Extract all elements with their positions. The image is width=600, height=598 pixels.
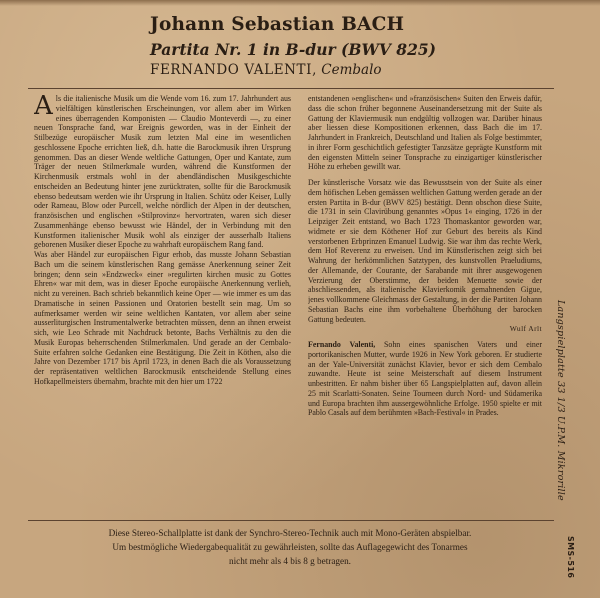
author-signature: Wulf Arlt <box>509 324 542 334</box>
performer-line <box>150 62 382 78</box>
drop-cap: A <box>34 94 53 121</box>
playback-notice-line-3: nicht mehr als 4 bis 8 g betragen. <box>229 556 351 566</box>
performer-bio-name: Fernando Valenti, <box>308 340 376 349</box>
playback-notice <box>30 526 550 568</box>
liner-paragraph-4: Der künstlerische Vorsatz wie das Bewusstsein von der Suite als einer dem höfischen Leben gemässen weltlichen Gattung werden gerade an der ersten Partita in B-dur (BWV 825) bestätigt. Denn obschon diese Suite, die 1731 in sein Clavirübung genanntes »Opus 1« einging, 1726 in der Leipziger Zeit entstand, wo Bach 1723 Thomaskantor geworden war, widmete er sie dem Köthener Hof zur Geburt des bereits als Kind verstorbenen Erbprinzen Emanuel Ludwig. Sie war ihm das rechte Werk, dem Hof Reverenz zu erweisen. Und im Künstlerischen zeigt sich bei Wahrung der herkömmlichen Satztypen, des kunstvollen Praeludiums, der Allemande, der Courante, der Sarabande mit ihrer ausgewogenen Verzierung der Oberstimme, der beiden Menuette sowie der abschliessenden, als italienische Klavierkomik gemahnenden Gigue, jenes vollkommene Gleichmass der Gestaltung, in der die Partiten Johann Sebastian Bachs eine ihm vorbehaltene Überhöhung der barocken Gattung bedeuten. <box>308 178 542 324</box>
header-divider <box>28 88 554 89</box>
liner-paragraph-1 <box>34 94 291 250</box>
sleeve-edge <box>0 0 600 6</box>
liner-notes-left-column <box>34 94 291 534</box>
playback-notice-line-1: Diese Stereo-Schallplatte ist dank der Synchro-Stereo-Technik auch mit Mono-Geräten abspielbar. <box>108 528 472 538</box>
playback-notice-line-2: Um bestmögliche Wiedergabequalität zu gewährleisten, sollte das Auflagegewicht des Tonarmes <box>112 542 468 552</box>
liner-paragraph-3: entstandenen »englischen« und »französischen« Suiten den Erweis dafür, dass die schon früher begonnene Auseinandersetzung mit der Suite als Gattung der Klaviermusik nun endgültig vollzogen war. Darüber hinaus aber liessen diese Kompositionen erkennen, dass Bach die im 17. Jahrhundert in Frankreich, Deutschland und Italien als Folge bestimmter, in ihrer Form geschichtlich gefestigter Tanzsätze geprägte Kunstform mit den eigensten Mitteln seiner Tonsprache zu einzigartiger künstlerischer Höhe zu erheben gewillt war. <box>308 94 542 172</box>
record-format-label: Langspielplatte 33 1/3 U.P.M. Mikrorille <box>555 300 566 501</box>
composer-title: Johann Sebastian BACH <box>150 14 405 35</box>
performer-bio <box>308 340 542 418</box>
performer-name: FERNANDO VALENTI, <box>150 62 317 78</box>
catalog-number: SMS-516 <box>566 536 575 579</box>
liner-notes-right-column <box>308 94 542 534</box>
performer-bio-text: Sohn eines spanischen Vaters und einer portorikanischen Mutter, wurde 1926 in New York geboren. Er studierte an der Yale-Universität zunächst Klavier, bevor er sich dem Cembalo zuwandte. Heute ist seine Meisterschaft auf diesem Instrument unbestritten. Er nahm bisher über 65 Langspielplatten auf, davon allein 25 mit Scarlatti-Sonaten. Seine Tourneen durch Nord- und Südamerika und Europa brachten ihm aussergewöhnliche Erfolge. 1950 spielte er mit Pablo Casals auf dem berühmten »Bach-Festival« in Prades. <box>308 340 542 418</box>
liner-paragraph-1-text: ls die italienische Musik um die Wende vom 16. zum 17. Jahrhundert aus vielfältigen künstlerischen Erscheinungen, vor allem aber im Wirken eines überragenden Komponisten — Claudio Monteverdi —, zu einer neuen Tonsprache fand, war Ereignis geworden, was in der Einheit der Stilbezüge europäischer Musik zum letzten Mal eine im wesentlichen geschlossene Epoche errichten ließ, d.h. hatte die Barockmusik ihren Ursprung genommen. Das an dieser Wende weltliche Gattungen, Oper und Kantate, zum Träger der neuen Stilmerkmale wurden, während die Kunstformen der Kirchenmusik erstmals wohl in der abendländischen Musikgeschichte entscheiden an Bedeutung hinter jene zurücktraten, sollte für die Barockmusik ebenso bedeutsam werden wie ihr Ursprung in Italien. Schütz oder Keiser, Lully oder Rameau, Blow oder Purcell, welche nördlich der Alpen in der deutschen, französischen und englischen »Stilprovinz« hervortraten, waren sich dieser Zusammenhänge ebenso bewusst wie Händel, der in Verbindung mit den Kunstformen italienischer Musik wohl als einziger der ausserhalb Italiens geborenen Musiker dieser Epoche zu wahrhaft europäischem Rang fand. <box>34 94 291 250</box>
work-title: Partita Nr. 1 in B-dur (BWV 825) <box>150 40 436 59</box>
footer-divider <box>28 520 554 521</box>
liner-paragraph-2: Was aber Händel zur europäischen Figur erhob, das musste Johann Sebastian Bach um die seinem künstlerischen Rang gemässe Anerkennung seiner Zeit bringen; denn sein »Endzweck« einer »regulirten kirchen music zu Gottes Ehren« war mit dem, was in dieser Epoche europäische Anerkennung verlieh, nicht zu vereinen. Bach schrieb bekanntlich keine Oper — wie immer es um das Dramatische in seinen Passionen und Oratorien bestellt sein mag. Um so aufmerksamer werden wir seine weltlichen Kantaten, vor allem aber seine ausserliturgischen Instrumentalwerke betrachten müssen, denn an ihnen erweist sich, wie Leo Schrade mit Nachdruck betonte, Bachs Verhältnis zu den die Musik Europas beherrschenden Stilmerkmalen. Und gerade an der Cembalo-Suite erfahren solche Gedanken eine Bestätigung. Die Zeit in Köthen, also die Jahre von Dezember 1717 bis April 1723, in denen Bach die als Voraussetzung der repräsentativen weltlichen Barockmusik entscheidende Stellung eines Hofkapellmeisters übernahm, brachte mit den hier um 1722 <box>34 250 291 386</box>
performer-instrument: Cembalo <box>321 62 382 78</box>
